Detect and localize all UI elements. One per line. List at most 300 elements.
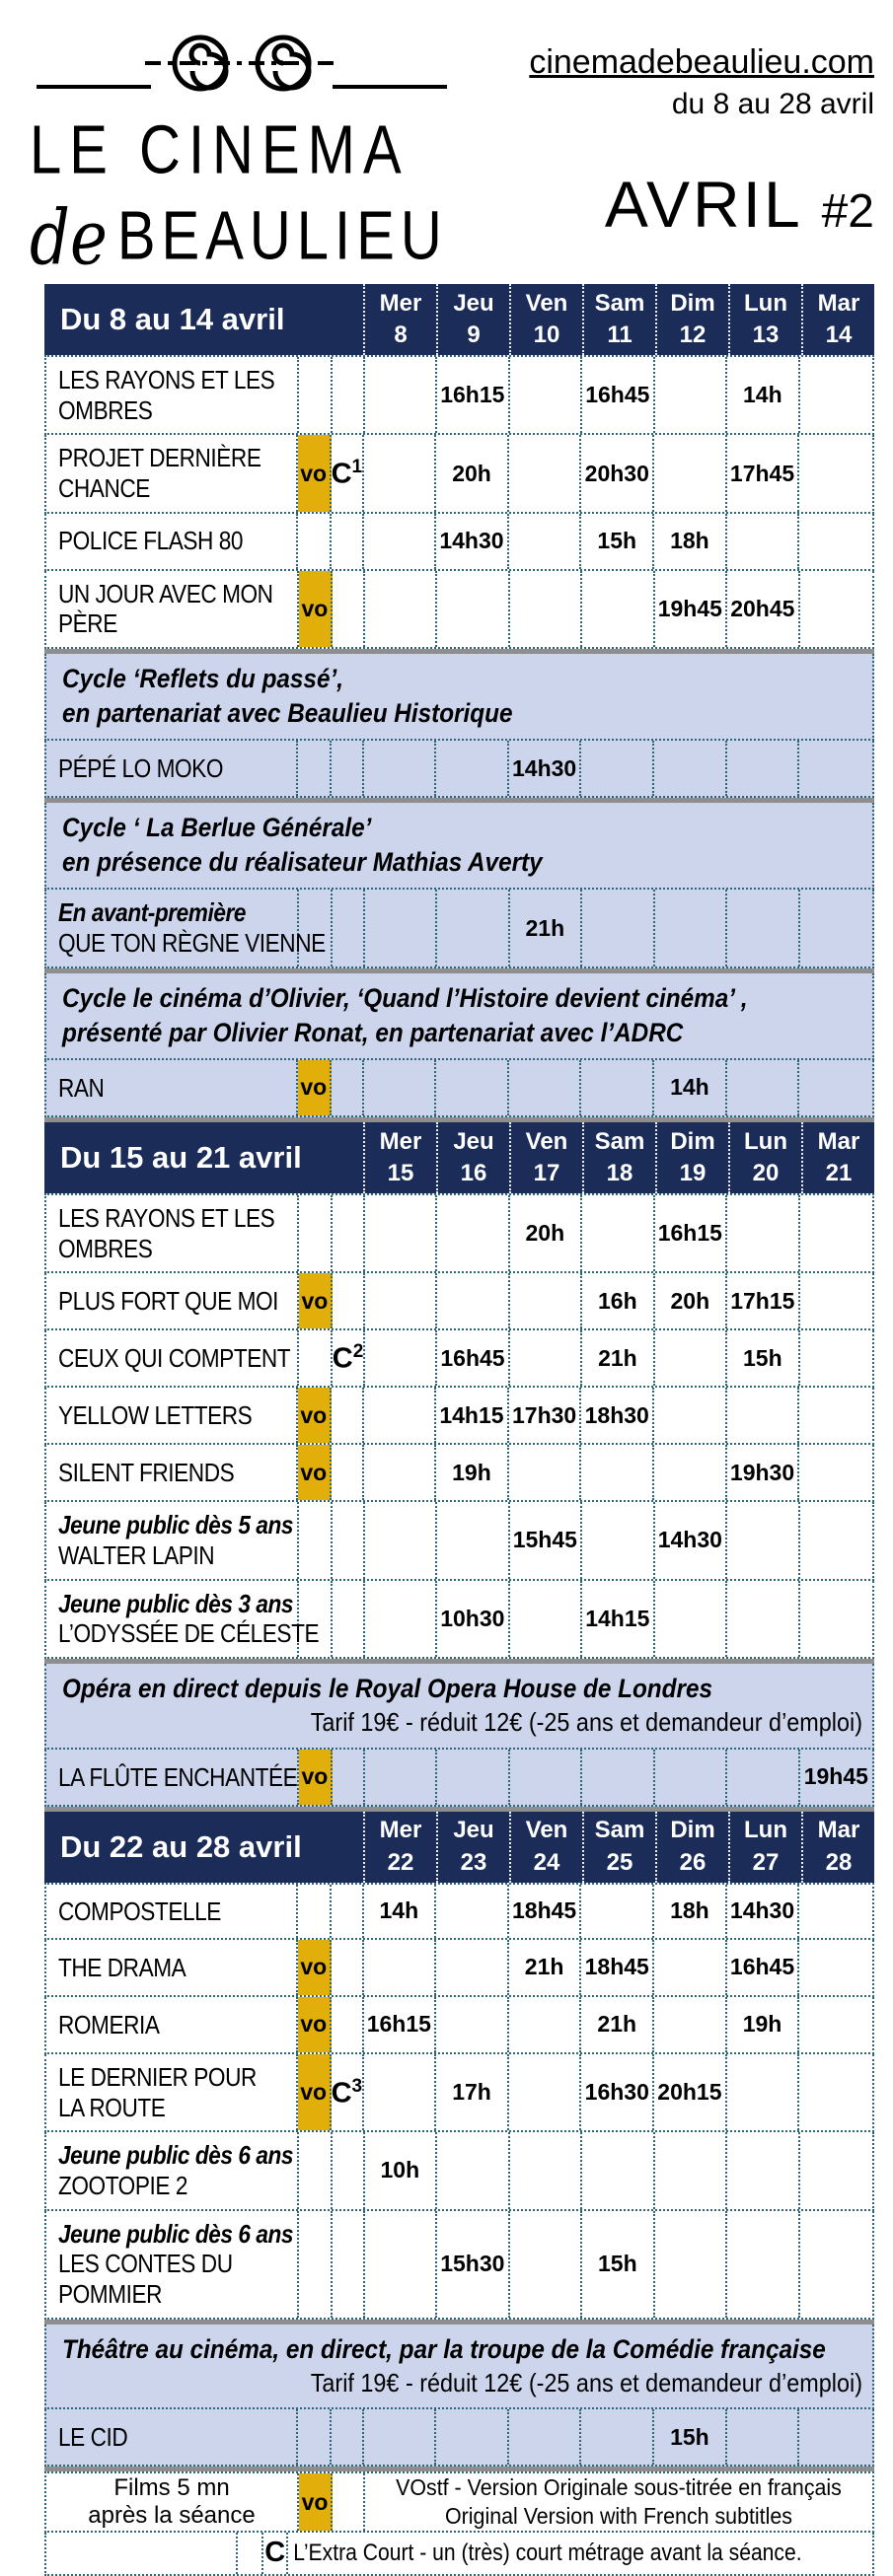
day-number: 18 xyxy=(606,1159,633,1186)
cycle-band xyxy=(44,2325,874,2410)
vo-cell-empty xyxy=(299,357,333,433)
showtime-cell-empty xyxy=(799,1997,872,2052)
logo-ornament-icon xyxy=(35,26,449,103)
day-name: Jeu xyxy=(453,1127,494,1155)
cycle-band xyxy=(44,654,874,741)
showtime-cell-empty xyxy=(510,1750,583,1805)
day-number: 23 xyxy=(460,1848,487,1876)
day-number: 27 xyxy=(752,1848,780,1876)
showtime-cell-empty xyxy=(800,1195,872,1271)
film-title-line: WALTER LAPIN xyxy=(58,1539,215,1570)
vo-badge: vo xyxy=(298,1940,332,1995)
week-label: Du 22 au 28 avril xyxy=(60,1828,302,1864)
day-name: Sam xyxy=(594,1127,645,1155)
showtime-cell: 15h xyxy=(582,2211,655,2318)
day-number: 17 xyxy=(533,1159,560,1186)
showtime-cell-empty xyxy=(364,1445,437,1500)
showtime-cell-empty xyxy=(365,1273,438,1328)
day-name: Lun xyxy=(744,1127,787,1155)
program-date-range: du 8 au 28 avril xyxy=(671,88,874,120)
showtime-cell-empty xyxy=(655,2211,728,2318)
showtime-cell: 19h xyxy=(727,1997,800,2052)
cycle-text-line: Théâtre au cinéma, en direct, par la troupe de la Comédie française xyxy=(62,2333,826,2364)
showtime-cell: 18h45 xyxy=(509,1885,582,1938)
cycle-band xyxy=(44,973,874,1060)
showtime-cell-empty xyxy=(436,1060,509,1115)
cycle-text-line: en présence du réalisateur Mathias Averty xyxy=(62,847,543,878)
film-title xyxy=(46,1445,298,1500)
showtime-cell-empty xyxy=(727,890,800,966)
showtime-cell: 14h xyxy=(654,1060,727,1115)
showtime-cell-empty xyxy=(437,1502,510,1578)
showtime-cell: 16h45 xyxy=(437,1330,509,1386)
issue-month: AVRIL xyxy=(604,168,801,241)
showtime-cell-empty xyxy=(800,1273,872,1328)
c-cell-empty xyxy=(332,1388,364,1443)
film-title xyxy=(46,890,326,966)
vo-badge: vo xyxy=(298,1997,332,2052)
showtime-cell-empty xyxy=(365,2211,438,2318)
showtime-cell-empty xyxy=(437,2132,510,2208)
film-title-line: LES RAYONS ET LES xyxy=(58,365,275,394)
film-title xyxy=(46,1885,298,1938)
showtime-cell-empty xyxy=(582,890,655,966)
day-number: 19 xyxy=(679,1159,707,1186)
day-number: 13 xyxy=(752,322,780,348)
showtime-cell-empty xyxy=(581,741,654,796)
showtime-cell-empty xyxy=(510,2211,583,2318)
showtime-cell: 16h45 xyxy=(582,357,655,433)
showtime-cell-empty xyxy=(436,1997,509,2052)
day-number: 16 xyxy=(460,1159,487,1186)
showtime-cell-empty xyxy=(727,2132,800,2208)
c-cell-empty xyxy=(333,2132,365,2208)
showtime-cell: 20h15 xyxy=(654,2054,727,2130)
film-row xyxy=(44,435,874,513)
schedule-table xyxy=(44,284,874,2467)
film-title-line: YELLOW LETTERS xyxy=(58,1399,253,1430)
vo-cell-empty xyxy=(299,1195,333,1271)
vo-badge: vo xyxy=(298,2054,332,2130)
showtime-cell-empty xyxy=(364,2409,437,2465)
showtime-cell: 10h xyxy=(365,2132,438,2208)
showtime-cell-empty xyxy=(800,2211,872,2318)
logo-de-script: de xyxy=(30,194,108,283)
vo-cell-empty xyxy=(299,2132,333,2208)
film-title-line: En avant-première xyxy=(58,897,246,928)
day-number: 10 xyxy=(533,322,560,348)
film-title-line: LES RAYONS ET LES xyxy=(58,1202,275,1233)
film-title-line: CEUX QUI COMPTENT xyxy=(58,1342,291,1373)
vo-cell-empty xyxy=(299,2211,333,2318)
day-header xyxy=(509,284,582,355)
day-name: Mar xyxy=(817,1817,860,1844)
showtime-cell-empty xyxy=(437,890,510,966)
showtime-cell-empty xyxy=(509,1997,582,2052)
film-title xyxy=(46,1581,320,1657)
c-cell-empty xyxy=(333,357,365,433)
day-name: Jeu xyxy=(453,1817,494,1844)
showtime-cell: 14h15 xyxy=(436,1388,509,1443)
showtime-cell: 21h xyxy=(581,1997,654,2052)
c-definition-text: L’Extra Court - un (très) court métrage avant la séance. xyxy=(293,2539,803,2566)
showtime-cell-empty xyxy=(581,1885,654,1938)
vo-definition xyxy=(365,2473,872,2531)
showtime-cell-empty xyxy=(365,1330,437,1386)
showtime-cell-empty xyxy=(365,1750,438,1805)
showtime-cell-empty xyxy=(800,571,872,647)
showtime-cell: 21h xyxy=(509,1940,582,1995)
showtime-cell-empty xyxy=(727,2211,800,2318)
film-row xyxy=(44,571,874,649)
c-cell-empty xyxy=(332,1885,364,1938)
day-number: 14 xyxy=(825,322,853,348)
showtime-cell: 14h xyxy=(364,1885,437,1938)
film-title-line: PLUS FORT QUE MOI xyxy=(58,1285,279,1316)
film-row xyxy=(44,1750,874,1807)
day-name: Ven xyxy=(525,1127,568,1155)
showtime-cell: 17h45 xyxy=(727,435,800,511)
showtime-cell-empty xyxy=(581,1445,654,1500)
film-row xyxy=(44,1273,874,1330)
vo-cell-empty xyxy=(299,1330,333,1386)
showtime-cell: 18h xyxy=(654,1885,727,1938)
showtime-cell-empty xyxy=(800,1581,872,1657)
showtime-cell: 14h xyxy=(727,357,800,433)
cycle-text-line: en partenariat avec Beaulieu Historique xyxy=(62,698,513,729)
showtime-cell-empty xyxy=(436,2409,509,2465)
c-cell-empty xyxy=(333,890,365,966)
showtime-cell-empty xyxy=(799,435,872,511)
film-row xyxy=(44,741,874,798)
day-name: Mer xyxy=(379,1127,422,1155)
showtime-cell: 14h15 xyxy=(582,1581,655,1657)
day-header xyxy=(655,284,728,355)
showtime-cell-empty xyxy=(437,1273,510,1328)
cinema-logo xyxy=(30,26,454,283)
showtime-cell: 14h30 xyxy=(727,1885,800,1938)
showtime-cell-empty xyxy=(799,1388,872,1443)
day-number: 9 xyxy=(467,322,481,348)
showtime-cell-empty xyxy=(437,1750,510,1805)
logo-title-line2 xyxy=(30,190,454,283)
showtime-cell-empty xyxy=(655,1581,728,1657)
day-name: Ven xyxy=(525,1817,568,1844)
showtime-cell-empty xyxy=(727,2054,800,2130)
showtime-cell-empty xyxy=(800,2132,872,2208)
day-number: 12 xyxy=(679,322,707,348)
film-row xyxy=(44,1330,874,1388)
showtime-cell-empty xyxy=(364,435,437,511)
day-header xyxy=(436,1122,509,1193)
film-title xyxy=(46,2211,299,2318)
film-title-line: POMMIER xyxy=(58,2278,163,2309)
film-title-line: Jeune public dès 6 ans xyxy=(58,2140,294,2171)
legend-vo-spacer xyxy=(238,2533,263,2574)
showtime-cell-empty xyxy=(365,1502,438,1578)
extra-court-badge xyxy=(332,2054,364,2130)
c-cell-empty xyxy=(332,514,364,569)
day-name: Dim xyxy=(670,1817,715,1844)
film-title-line: CHANCE xyxy=(58,473,150,504)
showtime-cell-empty xyxy=(655,1330,727,1386)
showtime-cell-empty xyxy=(364,1940,437,1995)
showtime-cell: 16h15 xyxy=(364,1997,437,2052)
c-cell-empty xyxy=(333,571,365,647)
legend-c-spacer xyxy=(333,2473,365,2531)
extra-court-label: $C^1$ xyxy=(331,457,363,490)
showtime-cell-empty xyxy=(799,2054,872,2130)
day-name: Jeu xyxy=(453,289,494,317)
film-title-line: LE DERNIER POUR xyxy=(58,2061,257,2092)
c-cell-empty xyxy=(333,1581,365,1657)
issue-number: #2 xyxy=(821,185,874,238)
day-number: 8 xyxy=(394,322,408,348)
showtime-cell: 15h30 xyxy=(437,2211,510,2318)
day-number: 22 xyxy=(387,1848,414,1876)
c-cell-empty xyxy=(332,1940,364,1995)
showtime-cell-empty xyxy=(364,514,437,569)
vo-cell-empty xyxy=(298,514,332,569)
showtime-cell-empty xyxy=(509,2054,582,2130)
showtime-cell-empty xyxy=(364,1060,437,1115)
c-cell-empty xyxy=(333,1750,365,1805)
showtime-cell-empty xyxy=(509,1445,582,1500)
showtime-cell: 17h30 xyxy=(509,1388,582,1443)
day-number: 25 xyxy=(606,1848,633,1876)
vo-badge: vo xyxy=(298,1445,332,1500)
day-name: Ven xyxy=(525,289,568,317)
film-title xyxy=(46,2054,298,2130)
day-header xyxy=(509,1122,582,1193)
film-title xyxy=(46,1388,298,1443)
film-title-line: UN JOUR AVEC MON xyxy=(58,578,273,608)
film-title-line: LE CID xyxy=(58,2422,128,2453)
showtime-cell: 14h30 xyxy=(436,514,509,569)
day-header xyxy=(436,284,509,355)
film-row xyxy=(44,1502,874,1580)
showtime-cell-empty xyxy=(654,1388,727,1443)
day-number: 24 xyxy=(533,1848,560,1876)
showtime-cell-empty xyxy=(365,571,438,647)
showtime-cell: 17h15 xyxy=(727,1273,800,1328)
week-label: Du 15 au 21 avril xyxy=(60,1139,302,1175)
showtime-cell-empty xyxy=(799,1940,872,1995)
day-name: Sam xyxy=(594,289,645,317)
c-cell-empty xyxy=(333,2211,365,2318)
c-cell-empty xyxy=(332,1060,364,1115)
film-title-line: LA ROUTE xyxy=(58,2092,166,2122)
c-cell-empty xyxy=(333,1502,365,1578)
legend-left-note xyxy=(46,2473,299,2531)
film-title-line: Jeune public dès 6 ans xyxy=(58,2218,294,2249)
showtime-cell-empty xyxy=(799,1445,872,1500)
day-name: Lun xyxy=(744,1817,787,1844)
day-name: Dim xyxy=(670,289,715,317)
showtime-cell-empty xyxy=(437,571,510,647)
showtime-cell-empty xyxy=(582,1502,655,1578)
c-cell-empty xyxy=(333,1195,365,1271)
showtime-cell-empty xyxy=(800,1502,872,1578)
showtime-cell-empty xyxy=(655,1750,728,1805)
showtime-cell-empty xyxy=(365,890,438,966)
showtime-cell: 15h45 xyxy=(510,1502,583,1578)
film-title-line: Jeune public dès 5 ans xyxy=(58,1510,294,1540)
showtime-cell: 15h xyxy=(654,2409,727,2465)
film-title xyxy=(46,514,298,569)
day-number: 15 xyxy=(387,1159,414,1186)
cycle-text-line: présenté par Olivier Ronat, en partenariat avec l’ADRC xyxy=(62,1017,684,1047)
showtime-cell: 15h xyxy=(581,514,654,569)
cycle-text-line: Opéra en direct depuis le Royal Opera House de Londres xyxy=(62,1673,712,1703)
tarif-text: Tarif 19€ - réduit 12€ (-25 ans et demandeur d’emploi) xyxy=(310,2367,862,2397)
showtime-cell-empty xyxy=(727,1195,800,1271)
film-title xyxy=(46,1940,298,1995)
film-title-line: RAN xyxy=(58,1072,105,1103)
film-row xyxy=(44,1581,874,1659)
film-row xyxy=(44,890,874,967)
website-link[interactable]: cinemadebeaulieu.com xyxy=(529,43,874,81)
c-cell-empty xyxy=(332,1997,364,2052)
vo-cell-empty xyxy=(298,741,332,796)
showtime-cell-empty xyxy=(365,1195,438,1271)
showtime-cell-empty xyxy=(654,435,727,511)
c-cell-empty xyxy=(332,741,364,796)
showtime-cell: 14h30 xyxy=(509,741,582,796)
film-title-line: Jeune public dès 3 ans xyxy=(58,1588,294,1618)
showtime-cell-empty xyxy=(365,357,438,433)
showtime-cell: 18h45 xyxy=(581,1940,654,1995)
film-title-line: ROMERIA xyxy=(58,2009,160,2039)
film-title-line: ZOOTOPIE 2 xyxy=(58,2170,187,2200)
day-number: 21 xyxy=(825,1159,853,1186)
showtime-cell: 20h xyxy=(436,435,509,511)
showtime-cell-empty xyxy=(582,1195,655,1271)
showtime-cell-empty xyxy=(654,1997,727,2052)
film-row xyxy=(44,1388,874,1445)
film-title-line: LES CONTES DU xyxy=(58,2249,233,2279)
vo-cell-empty xyxy=(298,1885,332,1938)
day-header xyxy=(801,1122,874,1193)
showtime-cell: 17h xyxy=(436,2054,509,2130)
showtime-cell-empty xyxy=(582,571,655,647)
day-number: 11 xyxy=(607,322,633,348)
showtime-cell-empty xyxy=(364,1388,437,1443)
film-title xyxy=(46,357,299,433)
day-name: Sam xyxy=(594,1817,645,1844)
film-title-line: QUE TON RÈGNE VIENNE xyxy=(58,928,326,959)
film-title-line: PROJET DERNIÈRE xyxy=(58,443,261,473)
film-title xyxy=(46,1750,299,1805)
c-cell-empty xyxy=(332,1445,364,1500)
film-title xyxy=(46,1273,299,1328)
day-header xyxy=(655,1812,728,1883)
day-header xyxy=(801,284,874,355)
masthead-right xyxy=(529,43,874,242)
day-name: Mer xyxy=(379,1817,422,1844)
vo-badge: vo xyxy=(298,435,332,511)
day-name: Lun xyxy=(744,289,787,317)
showtime-cell: 20h45 xyxy=(727,571,800,647)
film-title-line: OMBRES xyxy=(58,1233,153,1263)
day-header xyxy=(582,1812,655,1883)
day-name: Mer xyxy=(379,289,422,317)
film-title xyxy=(46,1330,299,1386)
showtime-cell-empty xyxy=(509,514,582,569)
showtime-cell-empty xyxy=(510,1330,582,1386)
film-title xyxy=(46,2409,298,2465)
showtime-cell: 16h15 xyxy=(437,357,510,433)
film-title-line: L’ODYSSÉE DE CÉLESTE xyxy=(58,1618,320,1649)
film-row xyxy=(44,2132,874,2210)
film-title-line: OMBRES xyxy=(58,394,153,425)
showtime-cell-empty xyxy=(510,1273,583,1328)
week-header xyxy=(44,1122,874,1193)
showtime-cell-empty xyxy=(727,1060,800,1115)
cycle-band xyxy=(44,803,874,890)
c-cell-empty xyxy=(333,1273,365,1328)
day-header xyxy=(436,1812,509,1883)
showtime-cell-empty xyxy=(727,1581,800,1657)
vo-badge: vo xyxy=(298,1388,332,1443)
legend xyxy=(44,2467,874,2576)
showtime-cell-empty xyxy=(364,741,437,796)
film-title-line: SILENT FRIENDS xyxy=(58,1457,235,1487)
showtime-cell: 20h xyxy=(510,1195,583,1271)
showtime-cell-empty xyxy=(727,1750,800,1805)
extra-court-label: $C^3$ xyxy=(331,2075,363,2110)
issue-title xyxy=(529,167,874,242)
day-name: Mar xyxy=(817,289,860,317)
film-row xyxy=(44,514,874,571)
showtime-cell: 19h45 xyxy=(803,1763,868,1790)
legend-left-empty xyxy=(46,2533,238,2574)
showtime-cell: 16h45 xyxy=(727,1940,800,1995)
showtime-cell-empty xyxy=(509,2409,582,2465)
showtime-cell-empty xyxy=(727,2409,800,2465)
film-row xyxy=(44,1997,874,2054)
film-title-line: COMPOSTELLE xyxy=(58,1896,221,1926)
showtime-cell: 20h xyxy=(655,1273,728,1328)
extra-court-badge xyxy=(332,435,364,511)
film-title xyxy=(46,1997,298,2052)
c-badge xyxy=(263,2533,288,2574)
showtime-cell: 18h30 xyxy=(581,1388,654,1443)
showtime-cell-empty xyxy=(654,1445,727,1500)
showtime-cell: 15h xyxy=(727,1330,799,1386)
showtime-cell-empty xyxy=(582,1750,655,1805)
showtime-cell: 19h30 xyxy=(727,1445,800,1500)
logo-beaulieu: BEAULIEU xyxy=(116,197,448,275)
day-header xyxy=(728,1122,801,1193)
showtime-cell-empty xyxy=(510,2132,583,2208)
day-name: Dim xyxy=(670,1127,715,1155)
cycle-band xyxy=(44,1664,874,1750)
film-row xyxy=(44,1193,874,1273)
day-header xyxy=(728,1812,801,1883)
film-row xyxy=(44,2054,874,2132)
film-row xyxy=(44,1883,874,1940)
film-title xyxy=(46,571,299,647)
week-label: Du 8 au 14 avril xyxy=(60,302,285,336)
showtime-cell-empty xyxy=(436,741,509,796)
showtime-cell: 10h30 xyxy=(437,1581,510,1657)
showtime-cell-empty xyxy=(799,514,872,569)
film-title-line: PÉPÉ LO MOKO xyxy=(58,752,223,783)
showtime-cell-empty xyxy=(800,357,872,433)
film-title xyxy=(46,741,298,796)
showtime-cell: 21h xyxy=(582,1330,654,1386)
